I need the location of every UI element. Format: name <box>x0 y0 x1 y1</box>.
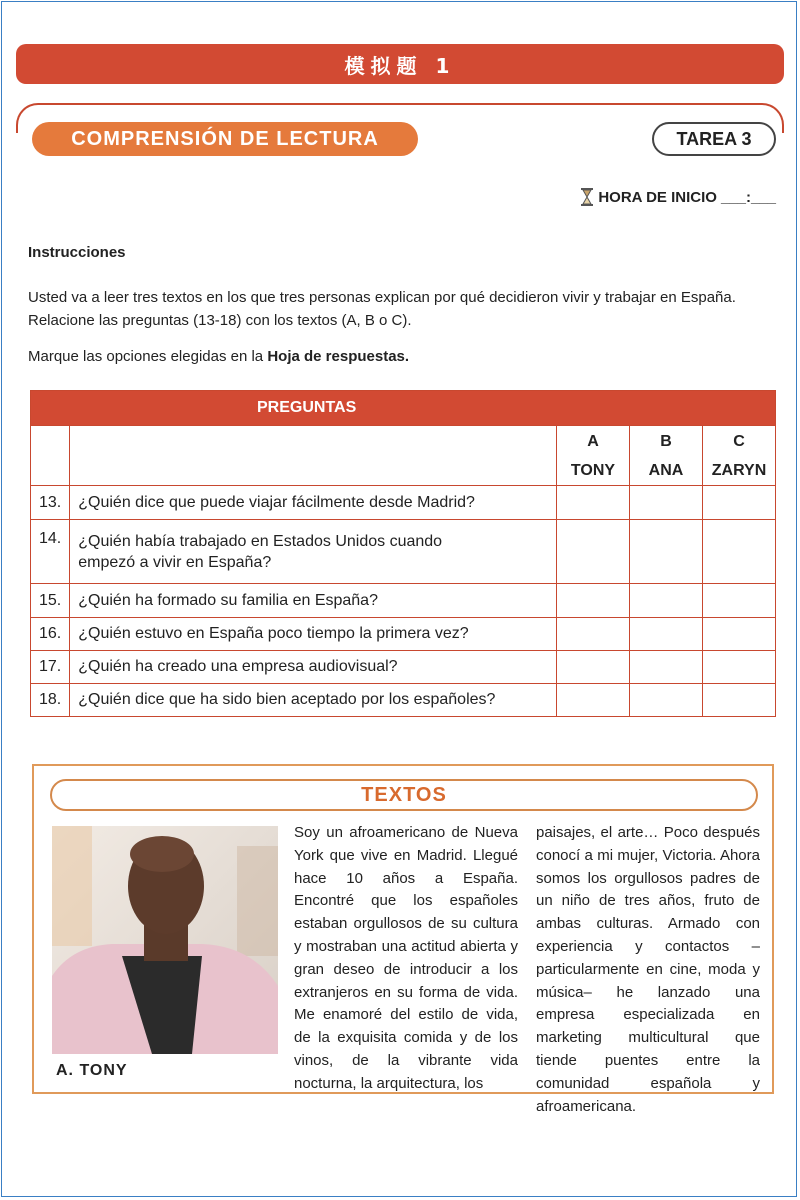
answer-cell-a[interactable] <box>557 684 630 717</box>
blank-cell <box>31 426 70 486</box>
question-number: 16. <box>31 618 70 651</box>
table-row <box>31 684 776 717</box>
answer-cell-c[interactable] <box>703 651 776 684</box>
questions-header: PREGUNTAS <box>31 391 776 426</box>
text-a-column-1: Soy un afroamericano de Nueva York que vive en Madrid. Llegué hace 10 años a España. Encontré que los españoles estaban orgullosos de su cultura y mostraban una actitud abierta y gran deseo de introducir a los extranjeros en su forma de vida. Me enamoré del estilo de vida, de la exquisita comida y de los vinos, de la vibrante vida nocturna, la arquitectura, los <box>294 824 518 1092</box>
instructions-title: Instrucciones <box>28 244 126 261</box>
answer-cell-a[interactable] <box>557 486 630 520</box>
answer-cell-c[interactable] <box>703 486 776 520</box>
answer-cell-a[interactable] <box>557 520 630 584</box>
start-time-label: HORA DE INICIO <box>598 188 717 206</box>
question-text: ¿Quién había trabajado en Estados Unidos cuando empezó a vivir en España? <box>70 520 557 584</box>
question-text: ¿Quién estuvo en España poco tiempo la primera vez? <box>70 618 557 651</box>
question-number: 13. <box>31 486 70 520</box>
text-a-column-2: paisajes, el arte… Poco después conocí a mi mujer, Victoria. Ahora somos los orgullosos padres de un niño de tres años, fruto de ambas culturas. Armado con experiencia y contactos –particularmente en cine, moda y música– he lanzado una empresa especializada en marketing multicultural que tiende puentes entre la comunidad española y afroamericana. <box>536 824 760 1115</box>
column-letter: C <box>733 432 745 450</box>
column-c-header <box>703 426 776 486</box>
question-text: ¿Quién ha formado su familia en España? <box>70 584 557 618</box>
answer-cell-a[interactable] <box>557 584 630 618</box>
column-a-header <box>557 426 630 486</box>
table-row <box>31 651 776 684</box>
answer-cell-b[interactable] <box>630 486 703 520</box>
task-badge: TAREA 3 <box>652 122 776 156</box>
column-letter: A <box>587 432 599 450</box>
table-row <box>31 520 776 584</box>
instructions-mark <box>28 348 409 365</box>
table-row <box>31 584 776 618</box>
answer-cell-c[interactable] <box>703 684 776 717</box>
answer-cell-c[interactable] <box>703 520 776 584</box>
question-number: 18. <box>31 684 70 717</box>
text-a-caption: A. TONY <box>56 1062 128 1079</box>
start-time-blank: ___:___ <box>720 188 776 206</box>
portrait-photo <box>52 826 278 1054</box>
answer-cell-b[interactable] <box>630 684 703 717</box>
instructions-mark-prefix: Marque las opciones elegidas en la <box>28 348 264 365</box>
answer-cell-c[interactable] <box>703 618 776 651</box>
start-time <box>580 188 776 206</box>
column-name: ZARYN <box>711 461 767 479</box>
column-b-header <box>630 426 703 486</box>
answer-cell-b[interactable] <box>630 584 703 618</box>
hourglass-icon <box>580 188 594 206</box>
answer-cell-b[interactable] <box>630 618 703 651</box>
question-number: 17. <box>31 651 70 684</box>
instructions-text: Usted va a leer tres textos en los que tres personas explican por qué decidieron vivir y trabajar en España. Relacione las preguntas (13-18) con los textos (A, B o C). <box>28 289 736 329</box>
section-title: COMPRENSIÓN DE LECTURA <box>32 122 418 156</box>
answer-cell-b[interactable] <box>630 651 703 684</box>
question-text: ¿Quién ha creado una empresa audiovisual? <box>70 651 557 684</box>
answer-cell-a[interactable] <box>557 618 630 651</box>
question-number: 14. <box>31 520 70 584</box>
table-row <box>31 618 776 651</box>
texts-title: TEXTOS <box>50 779 758 811</box>
answer-cell-c[interactable] <box>703 584 776 618</box>
question-number: 15. <box>31 584 70 618</box>
column-letter: B <box>660 432 672 450</box>
table-row <box>31 486 776 520</box>
answer-cell-b[interactable] <box>630 520 703 584</box>
question-text: ¿Quién dice que puede viajar fácilmente desde Madrid? <box>70 486 557 520</box>
column-name: ANA <box>648 461 684 479</box>
column-name: TONY <box>570 461 616 479</box>
answer-sheet-label: Hoja de respuestas. <box>267 348 410 365</box>
portrait-illustration <box>52 826 278 1054</box>
answer-cell-a[interactable] <box>557 651 630 684</box>
question-text: ¿Quién dice que ha sido bien aceptado por los españoles? <box>70 684 557 717</box>
questions-table <box>30 390 776 717</box>
exam-title-banner: 模拟题 1 <box>16 44 784 84</box>
blank-cell <box>70 426 557 486</box>
